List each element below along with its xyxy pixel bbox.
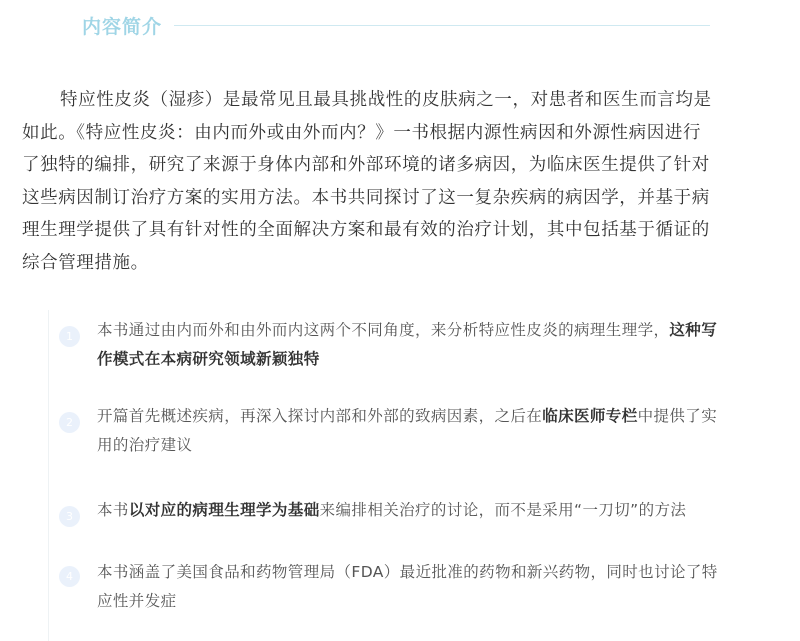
feature-line: 本书涵盖了美国食品和药物管理局（FDA）最近批准的药物和新兴药物，同时也讨论了特 — [97, 563, 718, 581]
feature-line: 应性并发症 — [97, 592, 177, 610]
feature-number-badge: 1 — [59, 326, 80, 347]
feature-text-normal: 中提供了实 — [637, 407, 718, 425]
feature-line — [97, 345, 787, 374]
feature-text — [97, 402, 787, 460]
feature-number-badge: 3 — [59, 506, 80, 527]
feature-text — [97, 316, 787, 374]
feature-number-badge: 4 — [59, 566, 80, 587]
intro-paragraph — [22, 84, 778, 280]
feature-text — [97, 496, 787, 525]
feature-text-normal: 开篇首先概述疾病，再深入探讨内部和外部的致病因素，之后在 — [97, 407, 543, 425]
feature-text-normal: 来编排相关治疗的讨论，而不是采用“一刀切”的方法 — [319, 501, 687, 519]
feature-text-normal: 本书 — [97, 501, 129, 519]
intro-line: 如此。《特应性皮炎：由内而外或由外而内？》一书根据内源性病因和外源性病因进行 — [22, 122, 702, 143]
header-divider — [174, 25, 710, 26]
intro-line: 特应性皮炎（湿疹）是最常见且最具挑战性的皮肤病之一，对患者和医生而言均是 — [60, 90, 712, 110]
section-title: 内容简介 — [82, 16, 163, 38]
feature-text-normal: 本书通过由内而外和由外而内这两个不同角度，来分析特应性皮炎的病理生理学， — [97, 321, 670, 339]
feature-text-bold: 作模式在本病研究领域新颖独特 — [97, 350, 320, 368]
feature-line — [97, 402, 787, 431]
intro-line: 理生理学提供了具有针对性的全面解决方案和最有效的治疗计划，其中包括基于循证的 — [22, 220, 710, 241]
intro-line: 综合管理措施。 — [22, 252, 149, 273]
feature-line: 用的治疗建议 — [97, 436, 193, 454]
feature-line — [97, 316, 787, 345]
section-header — [82, 12, 722, 42]
feature-text-bold: 以对应的病理生理学为基础 — [128, 501, 320, 519]
intro-line: 这些病因制订治疗方案的实用方法。本书共同探讨了这一复杂疾病的病因学，并基于病 — [22, 187, 710, 208]
feature-line — [97, 496, 787, 525]
feature-text — [97, 558, 787, 616]
feature-text-bold: 这种写 — [669, 321, 718, 339]
feature-text-bold: 临床医师专栏 — [542, 407, 638, 425]
feature-number-badge: 2 — [59, 412, 80, 433]
feature-list — [48, 310, 789, 641]
intro-line: 了独特的编排，研究了来源于身体内部和外部环境的诸多病因，为临床医生提供了针对 — [22, 155, 710, 176]
